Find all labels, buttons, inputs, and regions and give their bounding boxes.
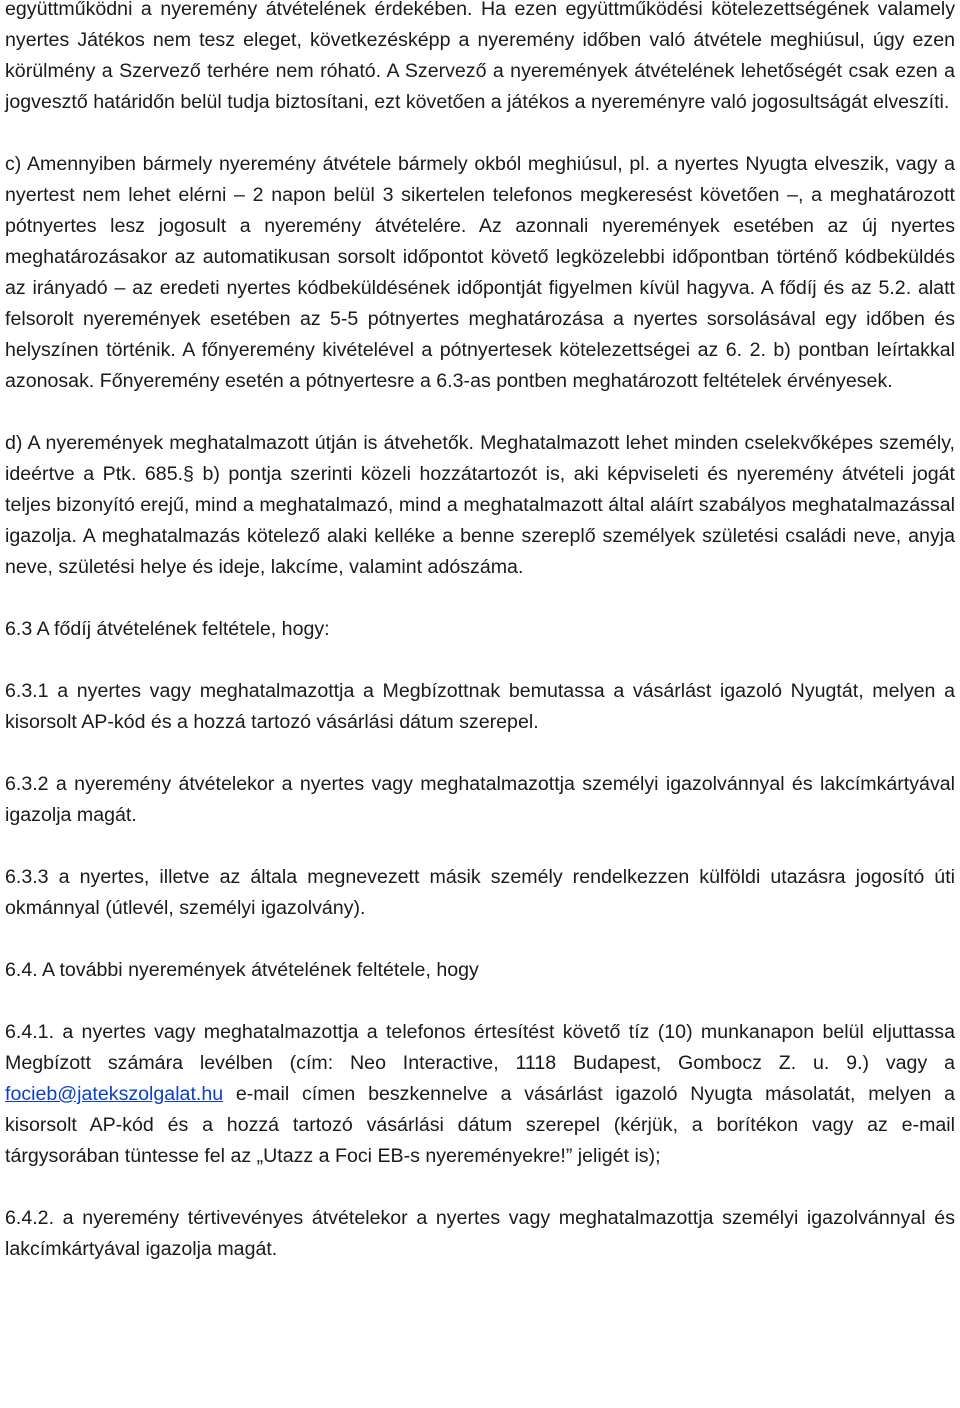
document-body xyxy=(5,0,955,1265)
paragraph-6-3-2: 6.3.2 a nyeremény átvételekor a nyertes vagy meghatalmazottja személyi igazolvánnyal és lakcímkártyával igazolja magát. xyxy=(5,773,955,826)
paragraph-6-3-3: 6.3.3 a nyertes, illetve az általa megnevezett másik személy rendelkezzen külföldi utazásra jogosító úti okmánnyal (útlevél, személyi igazolvány). xyxy=(5,866,955,919)
paragraph-6-4-1-text-before: 6.4.1. a nyertes vagy meghatalmazottja a telefonos értesítést követő tíz (10) munkanapon belül eljuttassa Megbízott számára levélben (cím: Neo Interactive, 1118 Budapest, Gombocz Z. u. 9.) vagy a xyxy=(5,1021,955,1074)
heading-6-3: 6.3 A fődíj átvételének feltétele, hogy: xyxy=(5,618,330,640)
email-link[interactable]: focieb@jatekszolgalat.hu xyxy=(5,1083,224,1105)
paragraph-d-authorized-person: d) A nyeremények meghatalmazott útján is átvehetők. Meghatalmazott lehet minden cselekvőképes személy, ideértve a Ptk. 685.§ b) pontja szerinti közeli hozzátartozót is, aki képviseleti és nyeremény átvételi jogát teljes bizonyító erejű, mind a meghatalmazó, mind a meghatalmazott által aláírt szabályos meghatalmazással igazolja. A meghatalmazás kötelező alaki kelléke a benne szereplő személyek születési családi neve, anyja neve, születési helye és ideje, lakcíme, valamint adószáma. xyxy=(5,432,955,578)
paragraph-c-substitute-winner: c) Amennyiben bármely nyeremény átvétele bármely okból meghiúsul, pl. a nyertes Nyugta elveszik, vagy a nyertest nem lehet elérni – 2 napon belül 3 sikertelen telefonos megkeresést követően –, a meghatározott pótnyertes lesz jogosult a nyeremény átvételére. Az azonnali nyeremények esetében az új nyertes meghatározásakor az automatikusan sorsolt időpontot követő legközelebbi időpontban történő kódbeküldés az irányadó – az eredeti nyertes kódbeküldésének időpontját figyelmen kívül hagyva. A fődíj és az 5.2. alatt felsorolt nyeremények esetében az 5-5 pótnyertes meghatározása a nyertes sorsolásával egy időben és helyszínen történik. A főnyeremény kivételével a pótnyertesek kötelezettségei az 6. 2. b) pontban leírtakkal azonosak. Főnyeremény esetén a pótnyertesre a 6.3-as pontben meghatározott feltételek érvényesek. xyxy=(5,153,955,392)
paragraph-6-4-1 xyxy=(5,1017,955,1172)
heading-6-4: 6.4. A további nyeremények átvételének feltétele, hogy xyxy=(5,959,479,981)
paragraph-cooperation: együttműködni a nyeremény átvételének érdekében. Ha ezen együttműködési kötelezettségének valamely nyertes Játékos nem tesz eleget, következésképp a nyeremény időben való átvétele meghiúsul, úgy ezen körülmény a Szervező terhére nem róható. A Szervező a nyeremények átvételének lehetőségét csak ezen a jogvesztő határidőn belül tudja biztosítani, ezt követően a játékos a nyereményre való jogosultságát elveszíti. xyxy=(5,0,955,113)
paragraph-6-4-1-text-after: e-mail címen beszkennelve a vásárlást igazoló Nyugta másolatát, melyen a kisorsolt AP-kód és a hozzá tartozó vásárlási dátum szerepel (kérjük, a borítékon vagy az e-mail tárgysorában tüntesse fel az „Utazz a Foci EB-s nyereményekre!” jeligét is); xyxy=(5,1083,955,1167)
paragraph-6-4-2: 6.4.2. a nyeremény tértivevényes átvételekor a nyertes vagy meghatalmazottja személyi igazolvánnyal és lakcímkártyával igazolja magát. xyxy=(5,1207,955,1260)
paragraph-6-3-1: 6.3.1 a nyertes vagy meghatalmazottja a Megbízottnak bemutassa a vásárlást igazoló Nyugtát, melyen a kisorsolt AP-kód és a hozzá tartozó vásárlási dátum szerepel. xyxy=(5,680,955,733)
